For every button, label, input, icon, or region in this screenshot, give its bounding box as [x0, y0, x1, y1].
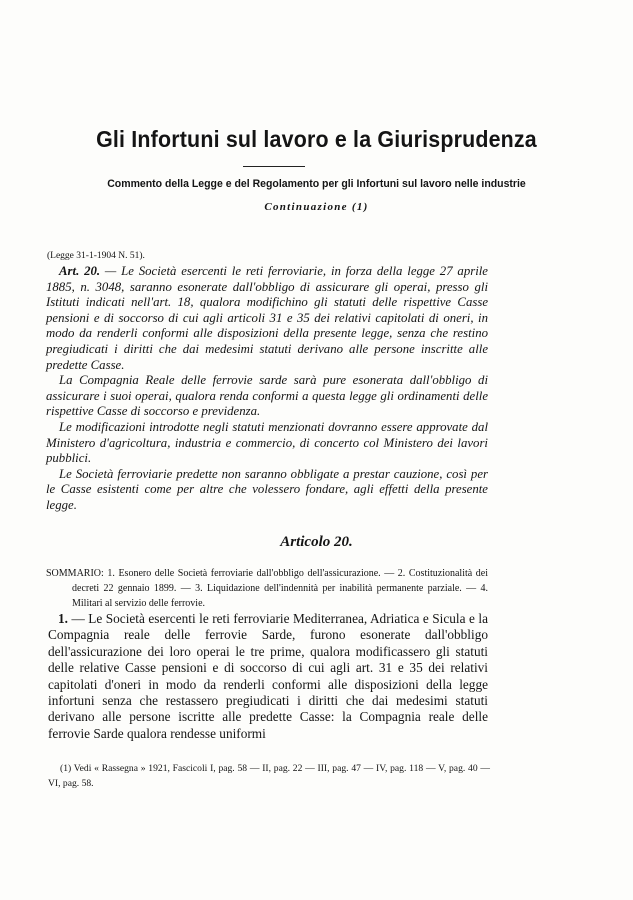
title-divider — [243, 166, 305, 167]
law-paragraph: Art. 20. — Le Società esercenti le reti ferroviarie, in forza della legge 27 aprile 1885, n. 3048, saranno esonerate dall'obbligo di assicurare gli operai, presso gli Istituti indicati nell'art. 18, qualora modifichino gli statuti delle rispettive Casse pensioni e di soccorso di cui agli articoli 31 e 35 dei relativi capitolati di oneri, in modo da renderli conformi alle disposizioni della presente legge, senza che restino pregiudicati i diritti che dai medesimi statuti derivano alle persone inscritte alle predette Casse. — [46, 264, 488, 372]
summary-text: SOMMARIO: 1. Esonero delle Società ferroviarie dall'obbligo dell'assicurazione. — 2. Costituzionalità dei decreti 22 gennaio 1899. — 3. Liquidazione dell'indennità per inabilità permanente parziale. — 4. Militari al servizio delle ferrovie. — [46, 568, 488, 609]
footnote-text: (1) Vedi « Rassegna » 1921, Fascicoli I, pag. 58 — II, pag. 22 — III, pag. 47 — IV, pag. 118 — V, pag. 40 — VI, pag. 58. — [48, 763, 490, 789]
summary — [46, 566, 488, 611]
footnote — [48, 761, 490, 791]
page-title: Gli Infortuni sul lavoro e la Giurisprudenza — [96, 126, 537, 152]
commentary-text — [48, 611, 488, 742]
law-paragraph: La Compagnia Reale delle ferrovie sarde sarà pure esonerata dall'obbligo di assicurare i suoi operai, qualora renda conformi a questa legge gli ordinamenti delle rispettive Casse di soccorso e previdenza. — [46, 373, 488, 419]
commentary-paragraph: 1. — Le Società esercenti le reti ferroviarie Mediterranea, Adriatica e Sicula e la Compagnia reale delle ferrovie Sarde, furono esonerate dall'obbligo dell'assicurazione dei loro operai le tre prime, qualora modificassero gli statuti delle relative Casse pensioni e di soccorso di cui agli art. 31 e 35 dei relativi capitolati d'oneri in modo da renderli conformi alle disposizioni della legge infortuni senza che restassero pregiudicati i diritti che dai medesimi statuti derivano alle persone iscritte alle predette Casse: la Compagnia reale delle ferrovie Sarde qualora rendesse uniformi — [48, 611, 488, 741]
law-paragraph: Le modificazioni introdotte negli statuti menzionati dovranno essere approvate dal Ministero d'agricoltura, industria e commercio, di concerto col Ministero dei lavori pubblici. — [46, 419, 488, 466]
article-heading: Articolo 20. — [280, 534, 353, 550]
continuation-note: Continuazione (1) — [264, 201, 369, 213]
law-paragraph: Le Società ferroviarie predette non saranno obbligate a prestar cauzione, così per le Casse esistenti come per altre che volessero fondare, agli effetti della presente legge. — [46, 466, 488, 512]
law-reference: (Legge 31-1-1904 N. 51). — [47, 251, 145, 261]
page-subtitle: Commento della Legge e del Regolamento per gli Infortuni sul lavoro nelle industrie — [107, 178, 526, 190]
paragraph-number: 1. — [58, 611, 68, 626]
law-article-lead: Art. 20. — [59, 264, 101, 278]
law-text — [46, 264, 488, 514]
